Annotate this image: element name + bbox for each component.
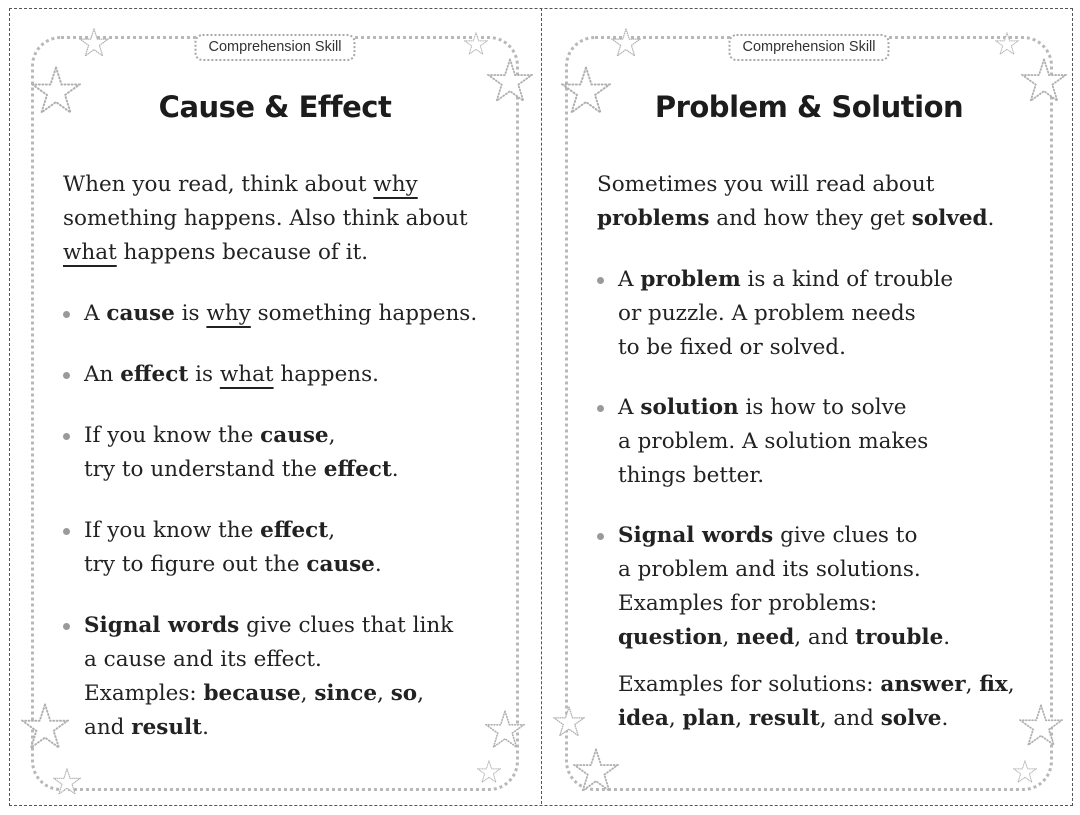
star-icon [21, 703, 69, 751]
star-icon [79, 28, 109, 58]
list-item: An effect is what happens. [63, 358, 503, 392]
star-icon [553, 706, 585, 738]
comprehension-skill-tag: Comprehension Skill [729, 34, 890, 61]
star-icon [995, 32, 1019, 56]
star-icon [464, 32, 488, 56]
list-item: A problem is a kind of trouble or puzzle. A problem needs to be fixed or solved. [597, 263, 1037, 365]
cut-line-middle [541, 8, 542, 804]
list-item: Signal words give clues that link a cause and its effect. [63, 609, 503, 677]
star-icon [1013, 760, 1037, 784]
card-title: Cause & Effect [158, 90, 392, 124]
intro-paragraph: When you read, think about why something happens. Also think about what happens because of it. [63, 172, 468, 265]
list-item: Signal words give clues to a problem and its solutions. [597, 519, 1037, 587]
cause-effect-card [9, 8, 541, 804]
comprehension-skill-tag: Comprehension Skill [195, 34, 356, 61]
card-content [597, 168, 1037, 736]
list-item: A solution is how to solve a problem. A solution makes things better. [597, 391, 1037, 493]
list-item: A cause is why something happens. [63, 297, 503, 331]
card-content [63, 168, 503, 745]
list-item: If you know the effect, try to figure out the cause. [63, 514, 503, 582]
bullet-list [63, 297, 503, 677]
problem-solution-card [543, 8, 1075, 804]
list-item: If you know the cause, try to understand the effect. [63, 419, 503, 487]
intro-paragraph: Sometimes you will read about problems and how they get solved. [597, 172, 995, 231]
bullet-list [597, 263, 1037, 587]
examples-solutions-paragraph: Examples for solutions: answer, fix, idea, plan, result, and solve. [618, 672, 1015, 731]
star-icon [573, 748, 619, 794]
star-icon [477, 760, 501, 784]
star-icon [611, 28, 641, 58]
card-title: Problem & Solution [654, 90, 964, 124]
star-icon [53, 768, 81, 796]
examples-problems-paragraph: Examples for problems: question, need, and trouble. [618, 591, 951, 650]
examples-paragraph: Examples: because, since, so, and result. [84, 681, 424, 740]
